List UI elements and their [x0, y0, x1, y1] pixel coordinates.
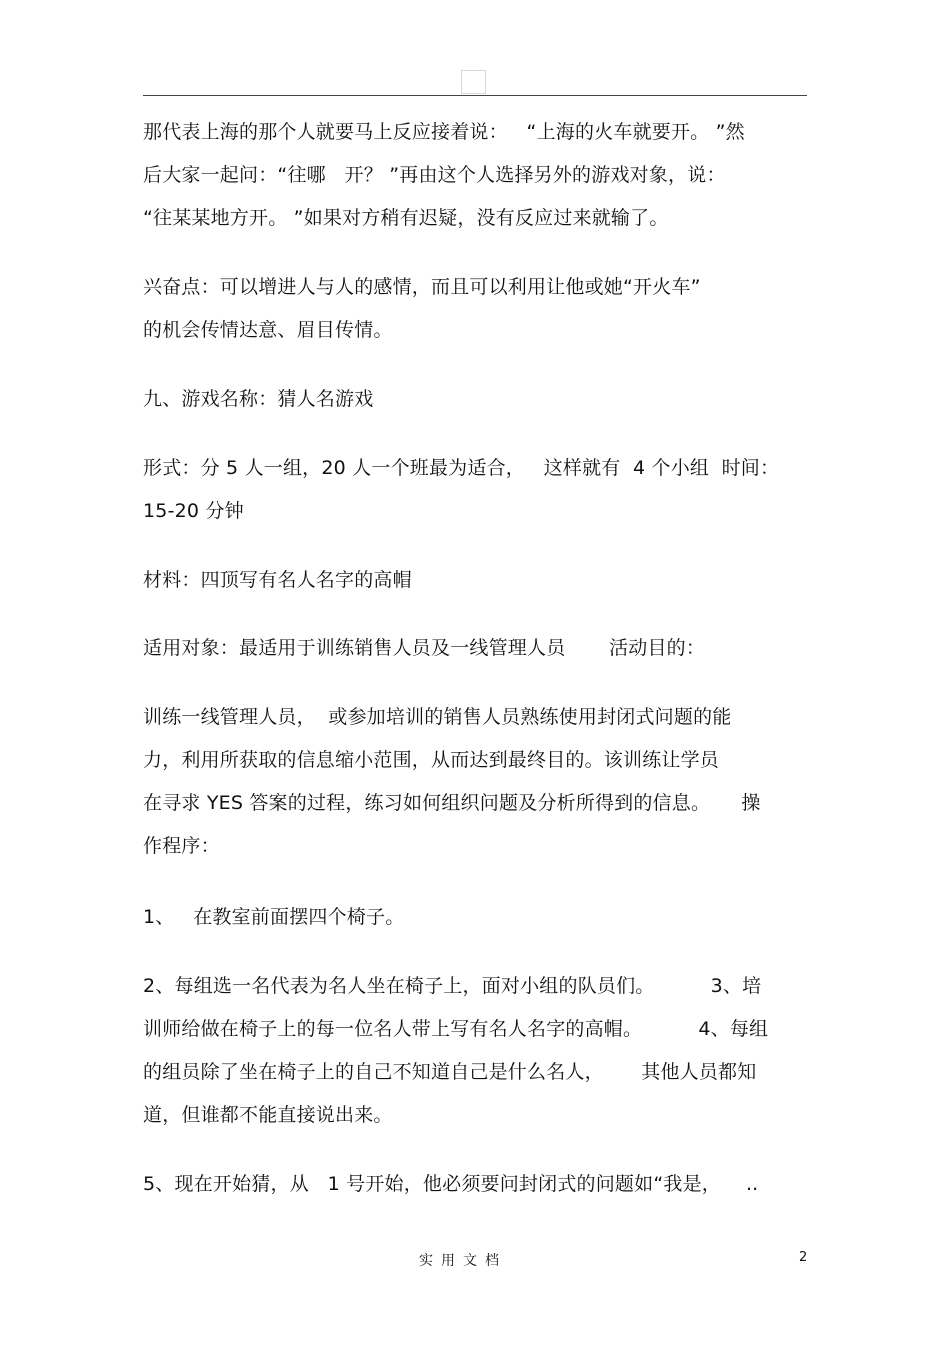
text-line: 1、 在教室前面摆四个椅子。	[143, 906, 405, 928]
text-line: 那代表上海的那个人就要马上反应接着说： “上海的火车就要开。 ”然	[143, 121, 745, 143]
text-line: 后大家一起问：“往哪 开？ ”再由这个人选择另外的游戏对象，说：	[143, 164, 726, 186]
text-line: 兴奋点：可以增进人与人的感情，而且可以利用让他或她“开火车”	[143, 276, 701, 298]
text-line: 2、每组选一名代表为名人坐在椅子上，面对小组的队员们。 3、培	[143, 975, 762, 997]
text-line: 材料：四顶写有名人名字的高帽	[143, 569, 412, 591]
text-line: 15-20 分钟	[143, 500, 244, 522]
text-line: 道，但谁都不能直接说出来。	[143, 1104, 393, 1126]
text-line: 5、现在开始猜，从 1 号开始，他必须要问封闭式的问题如“我是， ..	[143, 1173, 759, 1195]
text-line: 的组员除了坐在椅子上的自己不知道自己是什么名人， 其他人员都知	[143, 1061, 757, 1083]
text-line: 训练一线管理人员， 或参加培训的销售人员熟练使用封闭式问题的能	[143, 706, 732, 728]
text-line: 形式：分 5 人一组，20 人一个班最为适合， 这样就有 4 个小组 时间：	[143, 457, 780, 479]
text-line: 在寻求 YES 答案的过程，练习如何组织问题及分析所得到的信息。 操	[143, 792, 761, 814]
page-number: 2	[799, 1250, 808, 1265]
text-line: 力，利用所获取的信息缩小范围，从而达到最终目的。该训练让学员	[143, 749, 720, 771]
text-line: “往某某地方开。 ”如果对方稍有迟疑，没有反应过来就输了。	[143, 207, 669, 229]
header-rule	[143, 95, 807, 96]
footer-title: 实用文档	[419, 1253, 507, 1269]
text-line: 的机会传情达意、眉目传情。	[143, 319, 393, 341]
text-line: 训师给做在椅子上的每一位名人带上写有名人名字的高帽。 4、每组	[143, 1018, 769, 1040]
text-line: 作程序：	[143, 835, 220, 857]
text-line: 适用对象：最适用于训练销售人员及一线管理人员 活动目的：	[143, 637, 706, 659]
section-heading: 九、游戏名称：猜人名游戏	[143, 388, 374, 410]
header-box	[461, 70, 486, 94]
